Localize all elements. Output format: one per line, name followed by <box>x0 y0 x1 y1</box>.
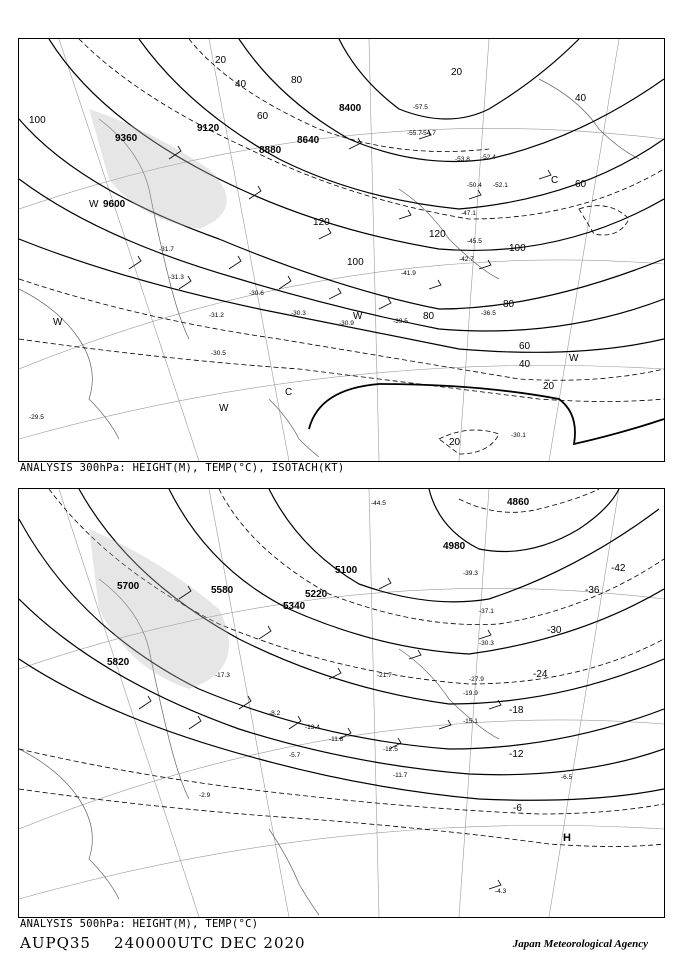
temp-label-500: -37.1 <box>479 608 494 615</box>
chart-id: AUPQ35 <box>20 934 91 952</box>
warm-marker: W <box>53 317 63 328</box>
temp-label-500: -6.5 <box>561 774 573 781</box>
height-label-300: 8880 <box>259 145 282 156</box>
temp-label-500: -39.3 <box>463 570 478 577</box>
height-contours-500 <box>19 489 664 800</box>
map-300hpa <box>18 38 665 462</box>
map-500hpa-svg <box>19 489 664 917</box>
temp-labels-500 <box>199 500 573 895</box>
height-label-300: 9360 <box>115 133 138 144</box>
isotach-label-300: 40 <box>519 359 531 370</box>
height-label-500: 5580 <box>211 585 234 596</box>
isotach-label-300: 20 <box>215 55 227 66</box>
agency-name: Japan Meteorological Agency <box>512 938 648 950</box>
temp-label-300: -53.8 <box>455 156 470 163</box>
temp-label-300: -30.9 <box>339 320 354 327</box>
isotach-label-300: 20 <box>543 381 555 392</box>
warm-marker: W <box>569 353 579 364</box>
isotach-label-300: 100 <box>347 257 364 268</box>
temp-label-300: -54.7 <box>421 130 436 137</box>
temp-label-500: -30.3 <box>479 640 494 647</box>
isotach-label-300: 60 <box>257 111 269 122</box>
temp-label-300: -55.7 <box>407 130 422 137</box>
isotach-label-300: 120 <box>313 217 330 228</box>
temp-label-500: -5.7 <box>289 752 301 759</box>
isotach-label-300: 60 <box>575 179 587 190</box>
isotherm-label-500: -12 <box>509 749 524 760</box>
temp-label-500: -17.3 <box>215 672 230 679</box>
temp-label-300: -45.5 <box>467 238 482 245</box>
temp-label-300: -52.4 <box>481 154 496 161</box>
warm-marker: W <box>353 311 363 322</box>
temp-label-300: -47.1 <box>461 210 476 217</box>
isotach-label-300: 40 <box>575 93 587 104</box>
temp-label-300: -41.9 <box>401 270 416 277</box>
pressure-markers-500 <box>563 832 571 844</box>
caption-300hpa: ANALYSIS 300hPa: HEIGHT(M), TEMP(°C), ISOTACH(KT) <box>20 462 345 474</box>
temp-label-500: -11.8 <box>329 736 344 743</box>
temp-label-300: -50.4 <box>467 182 482 189</box>
temp-label-500: -12.5 <box>383 746 398 753</box>
height-label-500: 5700 <box>117 581 140 592</box>
isotach-label-300: 80 <box>291 75 303 86</box>
isotherm-label-500: -30 <box>547 625 562 636</box>
isotherm-label-500: -18 <box>509 705 524 716</box>
temp-label-500: -11.7 <box>393 772 408 779</box>
temp-label-300: -31.2 <box>209 312 224 319</box>
temp-label-300: -30.3 <box>291 310 306 317</box>
temp-label-500: -13.4 <box>305 724 320 731</box>
map-300hpa-svg <box>19 39 664 461</box>
height-label-500: 4860 <box>507 497 530 508</box>
isotherm-label-500: -42 <box>611 563 626 574</box>
isotach-label-300: 20 <box>451 67 463 78</box>
height-label-300: 9120 <box>197 123 220 134</box>
temp-label-500: -19.9 <box>463 690 478 697</box>
isotach-labels-300 <box>29 55 587 448</box>
isotach-label-300: 60 <box>519 341 531 352</box>
temp-label-300: -31.7 <box>159 246 174 253</box>
isotach-label-300: 120 <box>429 229 446 240</box>
cold-marker: C <box>551 175 559 186</box>
isotherm-label-500: -6 <box>513 803 522 814</box>
height-label-300: 9600 <box>103 199 126 210</box>
isotach-label-300: 100 <box>29 115 46 126</box>
height-label-500: 5340 <box>283 601 306 612</box>
isotach-label-300: 20 <box>449 437 461 448</box>
temp-label-300: -42.7 <box>459 256 474 263</box>
valid-time: 240000UTC DEC 2020 <box>114 934 306 952</box>
isotach-label-300: 80 <box>503 299 515 310</box>
temp-label-500: -8.2 <box>269 710 281 717</box>
high-pressure-marker: H <box>563 832 571 844</box>
height-label-500: 4980 <box>443 541 466 552</box>
height-label-500: 5100 <box>335 565 358 576</box>
temp-label-300: -30.6 <box>249 290 264 297</box>
temp-label-300: -39.5 <box>393 318 408 325</box>
height-label-300: 8640 <box>297 135 320 146</box>
height-contours-300 <box>19 39 664 444</box>
isotach-label-300: 80 <box>423 311 435 322</box>
warm-marker: W <box>219 403 229 414</box>
temp-label-300: -30.1 <box>511 432 526 439</box>
temp-label-300: -57.5 <box>413 104 428 111</box>
temp-label-500: -2.9 <box>199 792 211 799</box>
temp-label-300: -29.5 <box>29 414 44 421</box>
height-label-300: 8400 <box>339 103 362 114</box>
temp-label-300: -30.5 <box>211 350 226 357</box>
isotach-label-300: 40 <box>235 79 247 90</box>
temp-label-500: -27.9 <box>469 676 484 683</box>
isotach-label-300: 100 <box>509 243 526 254</box>
warm-marker: W <box>89 199 99 210</box>
temp-label-500: -4.3 <box>495 888 507 895</box>
height-label-500: 5820 <box>107 657 130 668</box>
temp-label-500: -21.7 <box>377 672 392 679</box>
height-label-500: 5220 <box>305 589 328 600</box>
temp-label-500: -15.1 <box>463 718 478 725</box>
caption-500hpa: ANALYSIS 500hPa: HEIGHT(M), TEMP(°C) <box>20 918 259 930</box>
isotherm-label-500: -36 <box>585 585 600 596</box>
warm-cold-markers-300 <box>53 175 579 414</box>
cold-marker: C <box>285 387 293 398</box>
temp-label-300: -31.3 <box>169 274 184 281</box>
temp-label-500: -44.5 <box>371 500 386 507</box>
temp-label-300: -52.1 <box>493 182 508 189</box>
isotherm-label-500: -24 <box>533 669 548 680</box>
temp-label-300: -36.5 <box>481 310 496 317</box>
chart-code <box>20 934 306 952</box>
map-500hpa <box>18 488 665 918</box>
